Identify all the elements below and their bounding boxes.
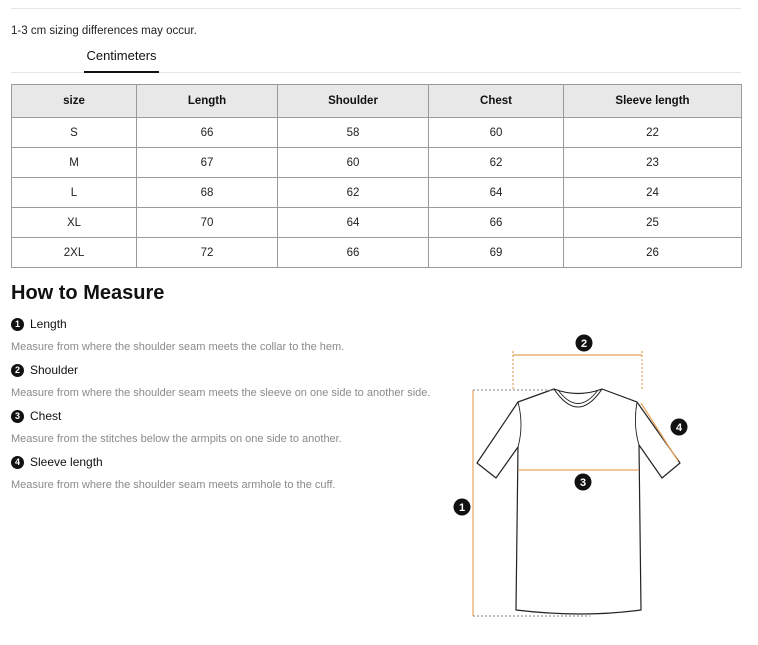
table-cell: 62 [278, 178, 429, 208]
number-badge-icon: 3 [11, 410, 24, 423]
table-row [12, 238, 742, 268]
tshirt-outline [477, 389, 680, 614]
table-cell: 2XL [12, 238, 137, 268]
marker-3-icon [575, 474, 592, 491]
table-cell: 72 [137, 238, 278, 268]
active-tab-indicator [84, 71, 159, 73]
table-cell: 62 [429, 148, 564, 178]
table-cell: 26 [564, 238, 742, 268]
marker-4-icon [671, 419, 688, 436]
sizing-note: 1-3 cm sizing differences may occur. [11, 25, 197, 37]
measure-label: Sleeve length [30, 455, 103, 469]
header-length: Length [137, 85, 278, 118]
measure-description: Measure from where the shoulder seam meets armhole to the cuff. [11, 479, 336, 491]
table-cell: 69 [429, 238, 564, 268]
measure-label: Chest [30, 409, 62, 423]
measure-label: Length [30, 317, 67, 331]
tab-centimeters[interactable] [84, 44, 159, 72]
table-cell: 66 [429, 208, 564, 238]
table-cell: 24 [564, 178, 742, 208]
svg-text:4: 4 [675, 422, 683, 434]
measure-instructions [11, 317, 461, 501]
svg-text:2: 2 [580, 338, 588, 350]
size-chart-table [11, 84, 742, 268]
table-cell: 22 [564, 118, 742, 148]
tab-label: Centimeters [86, 48, 157, 63]
tshirt-measurement-diagram [440, 325, 740, 625]
table-cell: 68 [137, 178, 278, 208]
header-sleeve-length: Sleeve length [564, 85, 742, 118]
top-divider [11, 8, 741, 9]
tshirt-measurement-icon [440, 325, 740, 625]
how-to-measure-title: How to Measure [11, 282, 165, 304]
measure-description: Measure from the stitches below the armpits on one side to another. [11, 433, 342, 445]
table-cell: 58 [278, 118, 429, 148]
table-cell: 60 [429, 118, 564, 148]
table-cell: XL [12, 208, 137, 238]
number-badge-icon: 2 [11, 364, 24, 377]
marker-2-icon [576, 335, 593, 352]
table-cell: 70 [137, 208, 278, 238]
measure-description: Measure from where the shoulder seam meets the sleeve on one side to another side. [11, 387, 431, 399]
measure-label: Shoulder [30, 363, 79, 377]
measure-item-chest [11, 409, 461, 455]
measure-item-length [11, 317, 461, 363]
table-cell: 66 [137, 118, 278, 148]
table-header-row [12, 85, 742, 118]
marker-1-icon [454, 499, 471, 516]
header-shoulder: Shoulder [278, 85, 429, 118]
measure-description: Measure from where the shoulder seam meets the collar to the hem. [11, 341, 345, 353]
table-cell: M [12, 148, 137, 178]
table-cell: 66 [278, 238, 429, 268]
table-row [12, 118, 742, 148]
table-cell: 25 [564, 208, 742, 238]
table-row [12, 148, 742, 178]
table-cell: 67 [137, 148, 278, 178]
table-cell: 60 [278, 148, 429, 178]
table-cell: 64 [278, 208, 429, 238]
svg-text:3: 3 [579, 477, 587, 489]
header-chest: Chest [429, 85, 564, 118]
table-cell: L [12, 178, 137, 208]
measure-item-sleeve-length [11, 455, 461, 501]
number-badge-icon: 4 [11, 456, 24, 469]
unit-tabs [11, 44, 741, 73]
table-cell: 64 [429, 178, 564, 208]
table-cell: S [12, 118, 137, 148]
svg-text:1: 1 [458, 502, 466, 514]
number-badge-icon: 1 [11, 318, 24, 331]
header-size: size [12, 85, 137, 118]
table-row [12, 178, 742, 208]
table-cell: 23 [564, 148, 742, 178]
measure-item-shoulder [11, 363, 461, 409]
table-row [12, 208, 742, 238]
